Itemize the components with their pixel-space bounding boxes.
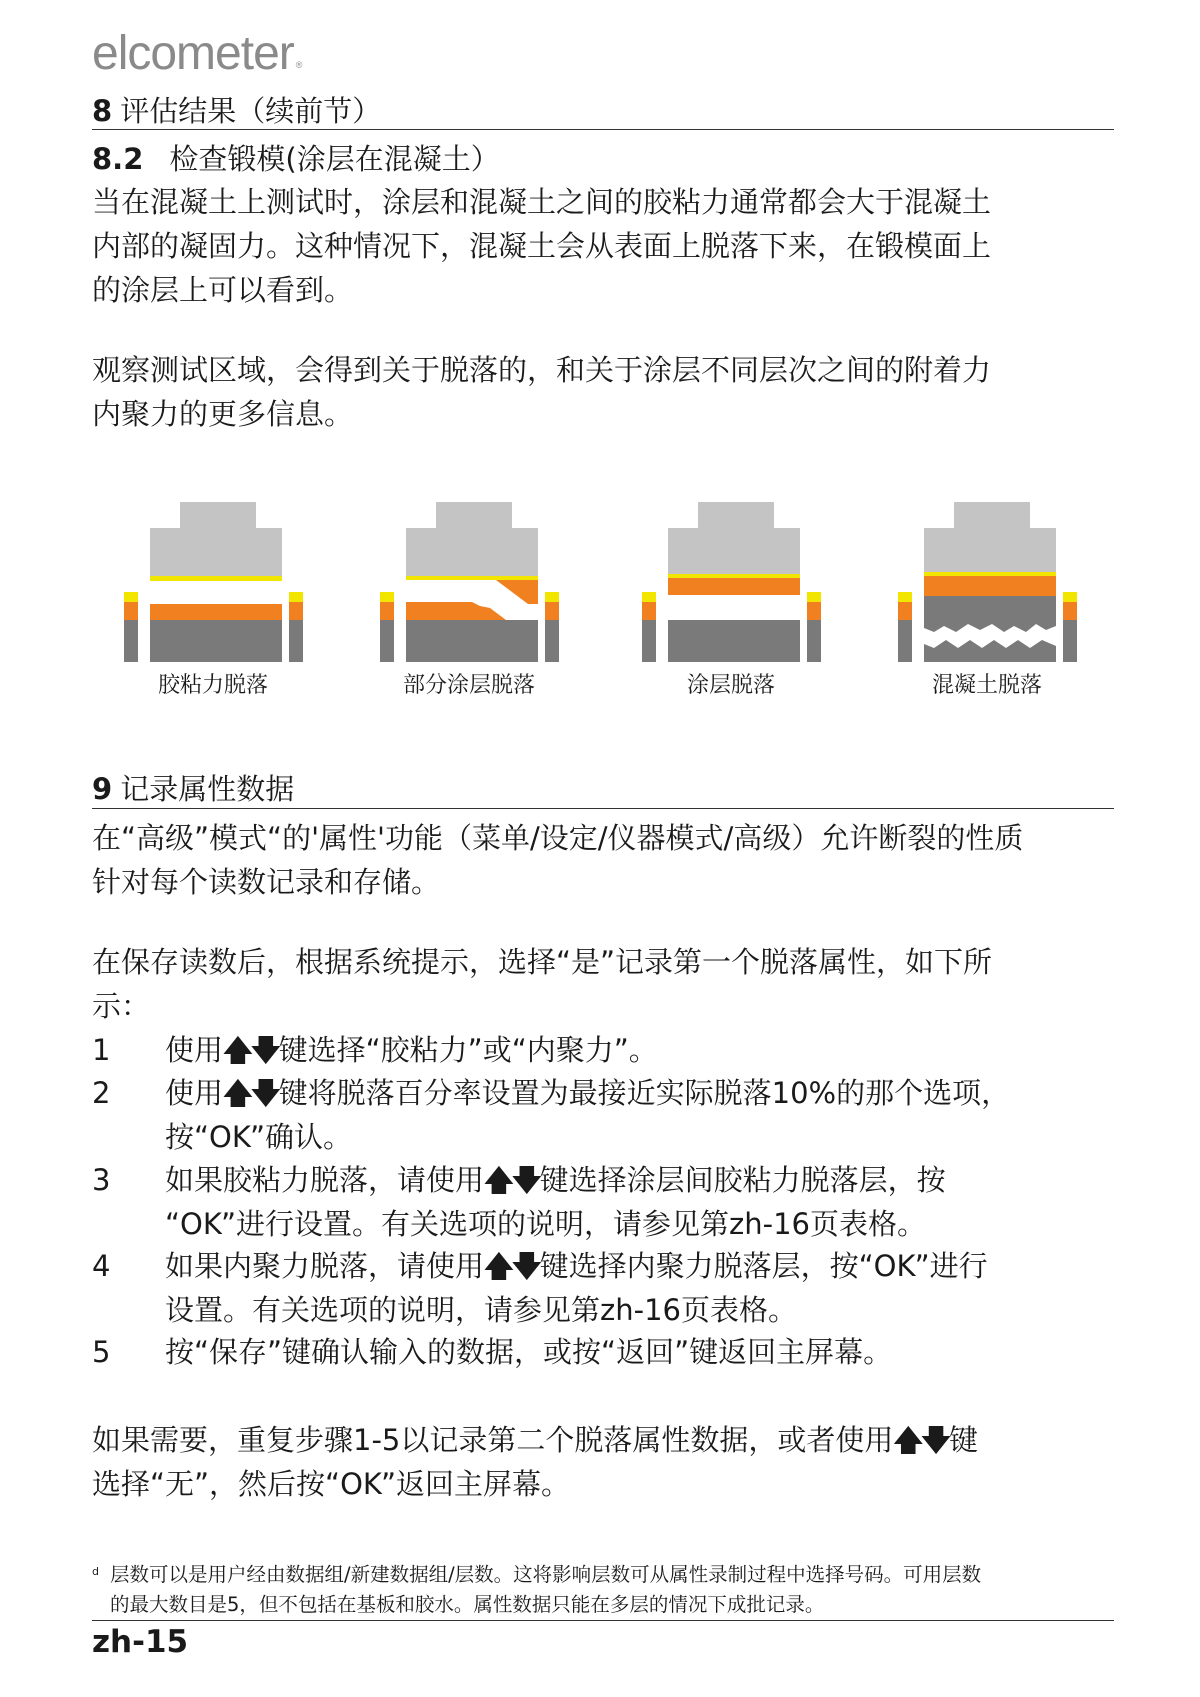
up-down-arrow-icon: 🡅🡇 [893, 1423, 949, 1457]
step-number: 2 [92, 1076, 111, 1110]
caption-partial-coating-failure: 部分涂层脱落 [402, 673, 535, 698]
figure-adhesive-failure [124, 502, 303, 662]
step-text: 键将脱落百分率设置为最接近实际脱落10%的那个选项， [278, 1076, 1011, 1110]
step-text: 使用 [165, 1076, 224, 1110]
footer-rule [92, 1620, 1114, 1621]
step-text: 键选择“胶粘力”或“内聚力”。 [278, 1033, 658, 1067]
para-line: 当在混凝土上测试时，涂层和混凝土之间的胶粘力通常都会大于混凝土 [92, 185, 992, 219]
step-number: 4 [92, 1249, 111, 1283]
step-number: 1 [92, 1033, 111, 1067]
step-text: 设置。有关选项的说明，请参见第zh-16页表格。 [165, 1293, 797, 1327]
footnote-line: 层数可以是用户经由数据组/新建数据组/层数。这将影响层数可从属性录制过程中选择号码。可用层数 [110, 1563, 982, 1586]
section-9-title: 记录属性数据 [120, 772, 295, 806]
step-text: 键选择内聚力脱落层，按“OK”进行 [539, 1249, 988, 1283]
step-text: 如果内聚力脱落，请使用 [165, 1249, 485, 1283]
section-9-heading [92, 772, 294, 806]
caption-concrete-failure: 混凝土脱落 [931, 673, 1042, 698]
para-line: 观察测试区域，会得到关于脱落的，和关于涂层不同层次之间的附着力 [92, 353, 992, 387]
section-8-number: 8 [92, 94, 113, 128]
step-text: 使用 [165, 1033, 224, 1067]
step-text: “OK”进行设置。有关选项的说明，请参见第zh-16页表格。 [165, 1207, 926, 1241]
section-9-rule [92, 808, 1114, 809]
section-8-title: 评估结果（续前节） [120, 94, 382, 128]
step-text: 按“OK”确认。 [165, 1120, 352, 1154]
paragraph-advanced-mode [92, 816, 1114, 904]
up-down-arrow-icon: 🡅🡇 [223, 1033, 279, 1067]
para-line: 在保存读数后，根据系统提示，选择“是”记录第一个脱落属性，如下所 [92, 945, 993, 979]
subsection-number: 8.2 [92, 142, 144, 176]
paragraph-after-save [92, 940, 1114, 1028]
section-9-number: 9 [92, 772, 113, 806]
step-number: 3 [92, 1163, 111, 1197]
paragraph-repeat-steps [92, 1418, 1114, 1506]
step-text: 按“保存”键确认输入的数据，或按“返回”键返回主屏幕。 [165, 1335, 893, 1369]
para-line: 内部的凝固力。这种情况下，混凝土会从表面上脱落下来，在锻模面上 [92, 229, 992, 263]
para-text: 键 [949, 1423, 979, 1457]
up-down-arrow-icon: 🡅🡇 [484, 1163, 540, 1197]
footnote-line: 的最大数目是5，但不包括在基板和胶水。属性数据只能在多层的情况下成批记录。 [110, 1593, 825, 1616]
caption-adhesive-failure: 胶粘力脱落 [157, 673, 268, 698]
up-down-arrow-icon: 🡅🡇 [484, 1249, 540, 1283]
elcometer-logo: elcometer ® [92, 27, 302, 80]
figure-partial-coating-failure [380, 502, 559, 662]
footnote-mark: d [92, 1565, 99, 1578]
step-text: 如果胶粘力脱落，请使用 [165, 1163, 485, 1197]
step-number: 5 [92, 1335, 111, 1369]
up-down-arrow-icon: 🡅🡇 [223, 1076, 279, 1110]
figure-concrete-failure [898, 502, 1077, 662]
para-line: 内聚力的更多信息。 [92, 397, 354, 431]
para-line: 在“高级”模式“的'属性'功能（菜单/设定/仪器模式/高级）允许断裂的性质 [92, 821, 1024, 855]
step-text: 键选择涂层间胶粘力脱落层，按 [539, 1163, 946, 1197]
para-line: 选择“无”，然后按“OK”返回主屏幕。 [92, 1467, 571, 1501]
page-number: zh-15 [92, 1624, 189, 1660]
para-text: 如果需要，重复步骤1-5以记录第二个脱落属性数据，或者使用 [92, 1423, 894, 1457]
para-line: 示： [92, 989, 151, 1023]
para-line: 的涂层上可以看到。 [92, 273, 354, 307]
para-line: 针对每个读数记录和存储。 [92, 865, 441, 899]
subsection-title: 检查锻模(涂层在混凝土） [169, 142, 500, 176]
caption-coating-failure: 涂层脱落 [686, 673, 775, 698]
figure-coating-failure [642, 502, 821, 662]
